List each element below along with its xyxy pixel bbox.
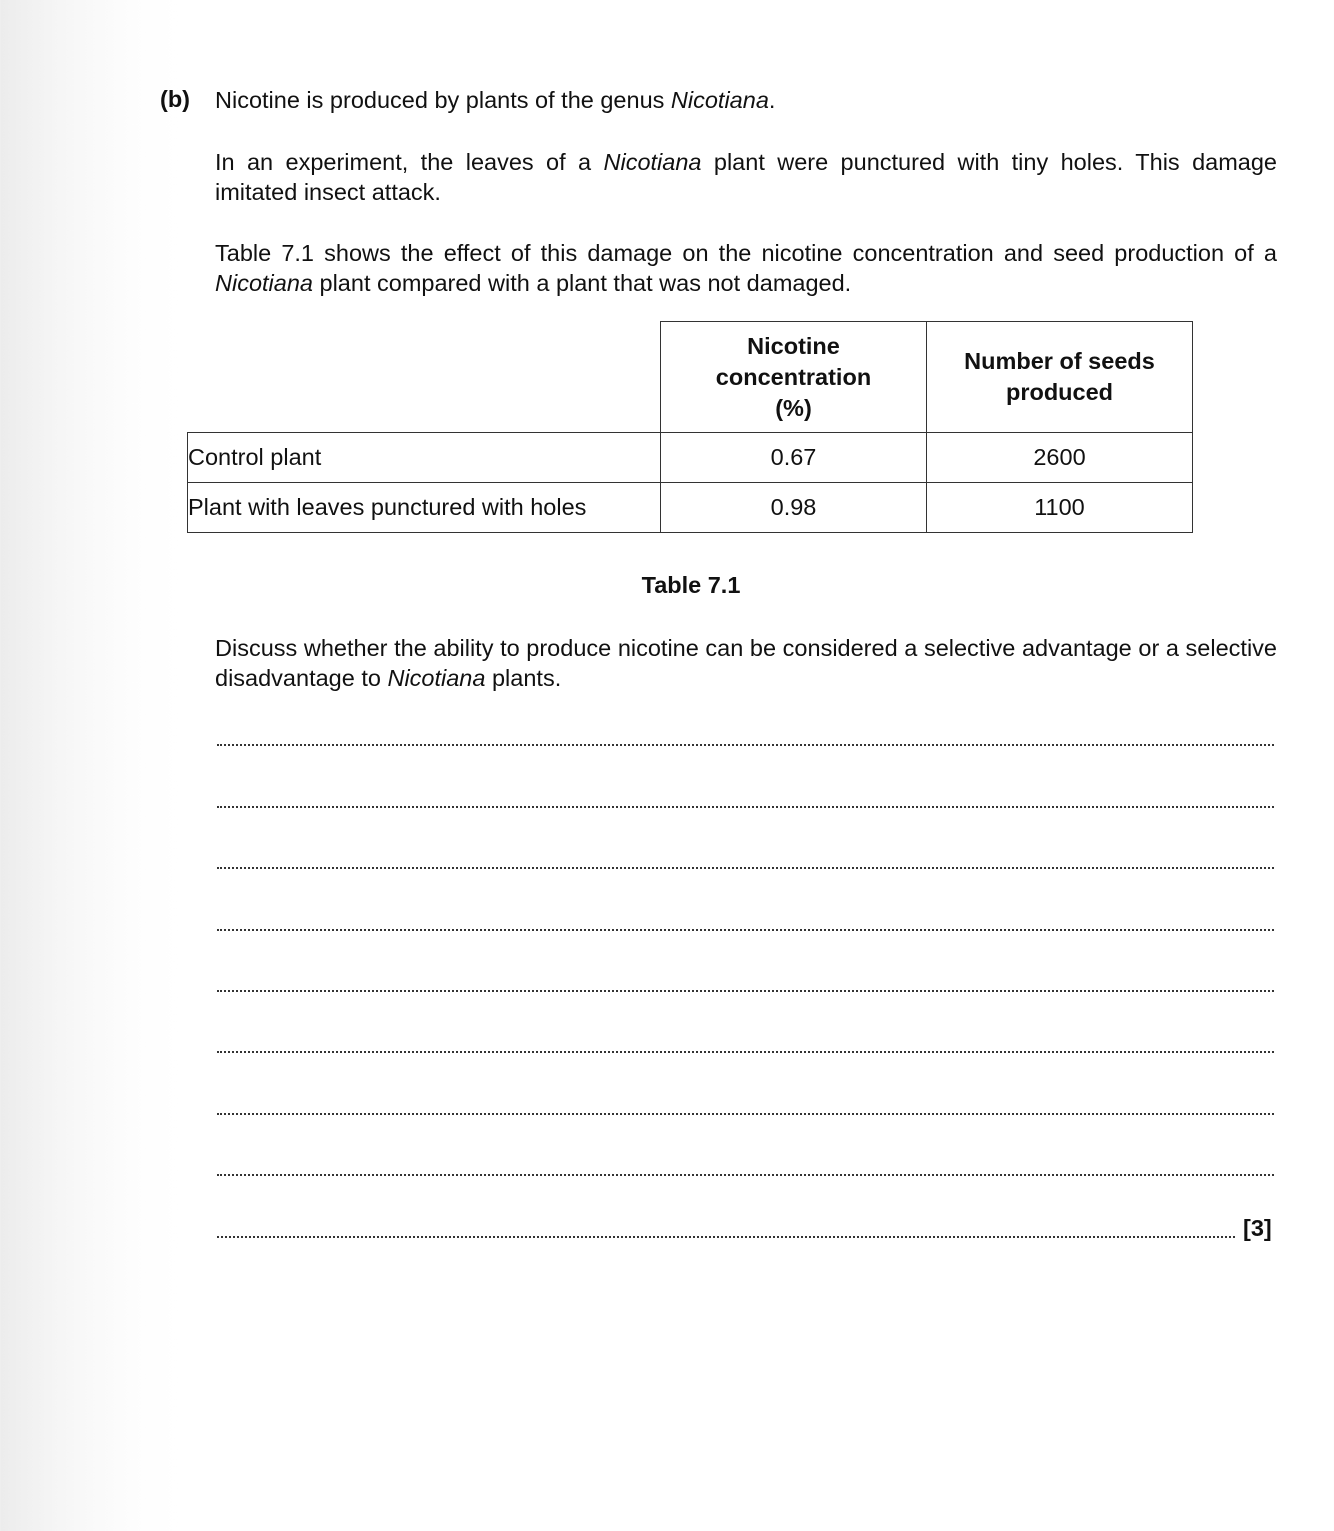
row-label: Plant with leaves punctured with holes [188, 483, 661, 533]
header-nicotine-concentration [661, 322, 927, 433]
answer-line-1[interactable] [217, 744, 1274, 746]
seeds-value: 2600 [927, 433, 1193, 483]
experiment-paragraph [215, 147, 1277, 207]
experiment-text-end: plant were punctured with tiny holes. This damage imitated insect attack. [215, 149, 1277, 205]
intro-genus: Nicotiana [670, 87, 769, 113]
header-seeds-line2: produced [1005, 379, 1114, 405]
table-corner-cell [188, 322, 661, 433]
row-label: Control plant [188, 433, 661, 483]
discuss-genus: Nicotiana [387, 665, 486, 691]
nicotine-value: 0.98 [661, 483, 927, 533]
intro-paragraph [215, 85, 1277, 115]
answer-line-9[interactable] [217, 1236, 1235, 1238]
experiment-genus: Nicotiana [603, 149, 702, 175]
answer-line-5[interactable] [217, 990, 1274, 992]
answer-line-8[interactable] [217, 1174, 1274, 1176]
table-row [188, 433, 1193, 483]
intro-text-end: . [768, 87, 776, 113]
header-number-of-seeds [927, 322, 1193, 433]
header-nicotine-line2: concentration [715, 363, 872, 390]
header-nicotine-line3: (%) [775, 394, 812, 421]
intro-text: Nicotine is produced by plants of the genus [215, 87, 671, 113]
table-intro-paragraph [215, 238, 1277, 298]
answer-line-4[interactable] [217, 929, 1274, 931]
seeds-value: 1100 [927, 483, 1193, 533]
answer-line-3[interactable] [217, 867, 1274, 869]
header-nicotine-line1: Nicotine [747, 332, 840, 359]
marks-label: [3] [1243, 1215, 1272, 1241]
answer-line-7[interactable] [217, 1113, 1274, 1115]
answer-line-6[interactable] [217, 1051, 1274, 1053]
answer-line-2[interactable] [217, 806, 1274, 808]
table-intro-text: Table 7.1 shows the effect of this damage on the nicotine concentration and seed production of a [215, 240, 1277, 266]
nicotine-value: 0.67 [661, 433, 927, 483]
question-part-label: (b) [160, 86, 191, 112]
table-caption: Table 7.1 [641, 572, 741, 598]
table-intro-text-end: plant compared with a plant that was not damaged. [312, 270, 852, 296]
discuss-text: Discuss whether the ability to produce nicotine can be considered a selective advantage or a selective disadvantage to [215, 635, 1277, 691]
discuss-text-end: plants. [485, 665, 562, 691]
data-table [187, 321, 1193, 533]
table-intro-genus: Nicotiana [215, 270, 313, 296]
header-seeds-line1: Number of seeds [964, 348, 1155, 374]
table-header-row [188, 322, 1193, 433]
table-row [188, 483, 1193, 533]
discuss-paragraph [215, 633, 1277, 693]
experiment-text: In an experiment, the leaves of a [215, 149, 604, 175]
